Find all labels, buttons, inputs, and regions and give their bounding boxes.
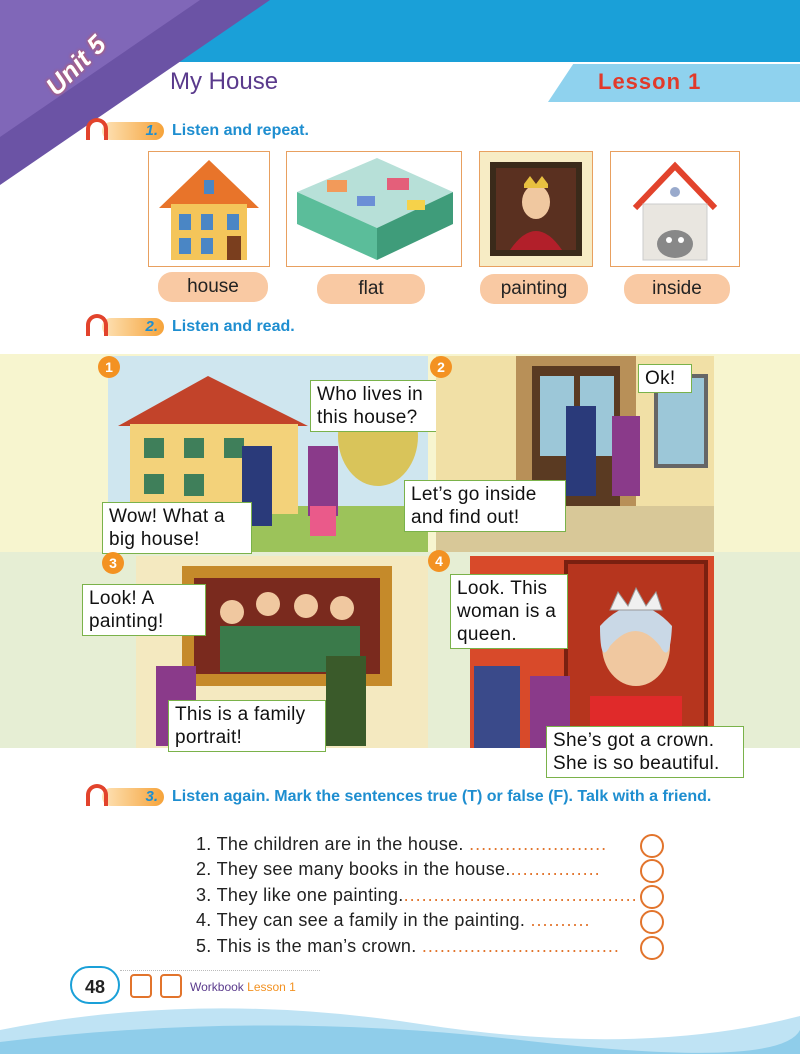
answer-circle-2[interactable] — [640, 859, 664, 883]
bubble-family-portrait: This is a family portrait! — [168, 700, 326, 752]
footer-divider — [120, 970, 320, 971]
section-1-instruction: Listen and repeat. — [172, 122, 309, 139]
painting-image — [479, 151, 593, 267]
word-house[interactable]: house — [158, 272, 268, 302]
bubble-who-lives: Who lives in this house? — [310, 380, 444, 432]
workbook-reference[interactable] — [190, 980, 296, 994]
headphones-icon[interactable]: 3. — [86, 786, 164, 808]
bottom-wave — [0, 1000, 800, 1054]
page-number: 48 — [70, 966, 120, 1004]
panel-3-badge: 3 — [102, 552, 124, 574]
section-2-instruction: Listen and read. — [172, 318, 295, 335]
book-icon — [130, 974, 152, 998]
answer-circle-1[interactable] — [640, 834, 664, 858]
bubble-ok: Ok! — [638, 364, 692, 393]
sentence-5: 5. This is the man’s crown. ................................. — [196, 936, 620, 956]
sentence-4: 4. They can see a family in the painting. .......... — [196, 910, 591, 930]
panel-2-badge: 2 — [430, 356, 452, 378]
bubble-queen: Look. This woman is a queen. — [450, 574, 568, 649]
answer-circle-5[interactable] — [640, 936, 664, 960]
bubble-wow-big-house: Wow! What a big house! — [102, 502, 252, 554]
section-3-instruction: Listen again. Mark the sentences true (T) or false (F). Talk with a friend. — [172, 788, 712, 805]
tablet-icon — [160, 974, 182, 998]
section-3-header — [86, 786, 752, 808]
panel-4-badge: 4 — [428, 550, 450, 572]
lesson-label: Lesson 1 — [598, 69, 702, 94]
bubble-lets-go-inside: Let’s go inside and find out! — [404, 480, 566, 532]
bubble-look-painting: Look! A painting! — [82, 584, 206, 636]
workbook-label: Workbook — [190, 980, 244, 994]
bubble-crown: She’s got a crown. She is so beautiful. — [546, 726, 744, 778]
headphones-icon[interactable]: 2. — [86, 316, 164, 338]
workbook-lesson: Lesson 1 — [247, 980, 296, 994]
section-2-header — [86, 316, 295, 338]
sentence-1: 1. The children are in the house. ....................... — [196, 834, 608, 854]
word-inside[interactable]: inside — [624, 274, 730, 304]
panel-1-badge: 1 — [98, 356, 120, 378]
inside-image — [610, 151, 740, 267]
word-painting[interactable]: painting — [480, 274, 588, 304]
headphones-icon[interactable]: 1. — [86, 120, 164, 142]
house-image — [148, 151, 270, 267]
word-flat[interactable]: flat — [317, 274, 425, 304]
answer-circle-4[interactable] — [640, 910, 664, 934]
page-title: My House — [170, 68, 279, 95]
sentence-2: 2. They see many books in the house................ — [196, 859, 601, 879]
unit-label: Unit 5 — [39, 29, 112, 102]
flat-image — [286, 151, 462, 267]
answer-circle-3[interactable] — [640, 885, 664, 909]
section-1-header — [86, 120, 309, 142]
sentence-3: 3. They like one painting........................................ — [196, 885, 638, 905]
